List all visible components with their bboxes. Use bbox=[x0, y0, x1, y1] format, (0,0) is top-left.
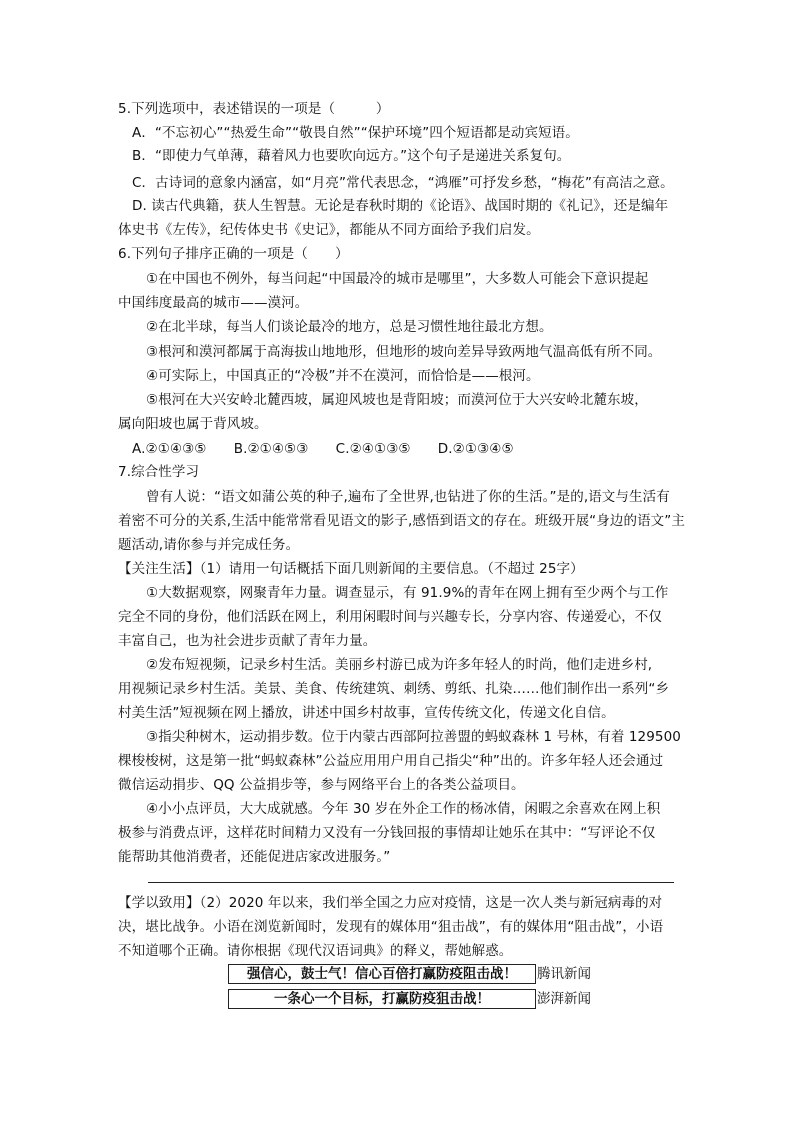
news-3-line1: ③指尖种树木，运动捐步数。位于内蒙古西部阿拉善盟的蚂蚁森林 1 号林，有着 129500 bbox=[146, 729, 681, 745]
news-1-line1: ①大数据观察，网聚青年力量。调查显示，有 91.9%的青年在网上拥有至少两个与工作 bbox=[146, 585, 669, 601]
headline-source-2: 澎湃新闻 bbox=[537, 991, 591, 1007]
q5-option-b: B．“即使力气单薄，藉着风力也要吹向远方。”这个句子是递进关系复句。 bbox=[132, 148, 571, 164]
q6-stem: 6.下列句子排序正确的一项是（ ） bbox=[118, 246, 349, 262]
q5-option-d-line1: D. 读古代典籍，获人生智慧。无论是春秋时期的《论语》、战国时期的《礼记》，还是编年 bbox=[132, 198, 669, 214]
q6-options: A.②①④③⑤ B.②①④⑤③ C.②④①③⑤ D.②①③④⑤ bbox=[132, 441, 514, 457]
news-2-line2: 用视频记录乡村生活。美景、美食、传统建筑、刺绣、剪纸、扎染……他们制作出一系列“乡 bbox=[118, 681, 670, 697]
headline-box-2: 一条心一个目标，打赢防疫狙击战！ bbox=[228, 989, 536, 1009]
q6-sentence-4: ④可实际上，中国真正的“冷极”并不在漠河，而恰恰是——根河。 bbox=[146, 368, 540, 384]
q5-option-c: C．古诗词的意象内涵富，如“月亮”常代表思念，“鸿雁”可抒发乡愁，“梅花”有高洁之意。 bbox=[132, 175, 674, 191]
news-4-line1: ④小小点评员，大大成就感。今年 30 岁在外企工作的杨冰倩，闲暇之余喜欢在网上积 bbox=[146, 801, 661, 817]
news-2-line3: 村美生活”短视频在网上播放，讲述中国乡村故事，宣传传统文化，传递文化自信。 bbox=[118, 705, 615, 721]
news-1-line2: 完全不同的身份，他们活跃在网上，利用闲暇时间与兴趣专长，分享内容、传递爱心，不仅 bbox=[118, 609, 662, 625]
news-3-line3: 微信运动捐步、QQ 公益捐步等，参与网络平台上的各类公益项目。 bbox=[118, 777, 525, 793]
news-1-line3: 丰富自己，也为社会进步贡献了青年力量。 bbox=[118, 633, 377, 649]
q7-task-1: 【关注生活】（1）请用一句话概括下面几则新闻的主要信息。（不超过 25字） bbox=[118, 561, 584, 577]
news-3-line2: 棵梭梭树，这是第一批“蚂蚁森林”公益应用用户用自己指尖“种”出的。许多年轻人还会通过 bbox=[118, 753, 664, 769]
answer-line bbox=[148, 882, 674, 883]
q7-stem: 7.综合性学习 bbox=[118, 464, 200, 480]
q7-task-2-line3: 不知道哪个正确。请你根据《现代汉语词典》的释义，帮她解惑。 bbox=[118, 943, 513, 959]
q6-sentence-5a: ⑤根河在大兴安岭北麓西坡，属迎风坡也是背阳坡；而漠河位于大兴安岭北麓东坡， bbox=[146, 392, 648, 408]
q7-task-2-line1: 【学以致用】（2）2020 年以来，我们举全国之力应对疫情，这是一次人类与新冠病毒的对 bbox=[118, 895, 663, 911]
q5-stem: 5.下列选项中，表述错误的一项是（ ） bbox=[118, 101, 390, 117]
q7-intro-1: 曾有人说：“语文如蒲公英的种子,遍布了全世界,也钻进了你的生活。”是的,语文与生活有 bbox=[146, 489, 670, 505]
q6-sentence-5b: 属向阳坡也属于背风坡。 bbox=[118, 416, 268, 432]
headline-source-1: 腾讯新闻 bbox=[537, 966, 591, 982]
q6-sentence-1b: 中国纬度最高的城市——漠河。 bbox=[118, 295, 309, 311]
news-2-line1: ②发布短视频，记录乡村生活。美丽乡村游已成为许多年轻人的时尚，他们走进乡村, bbox=[146, 657, 653, 673]
q5-option-a: A．“不忘初心”“热爱生命”“敬畏自然”“保护环境”四个短语都是动宾短语。 bbox=[132, 125, 579, 141]
headline-box-1: 强信心，鼓士气！信心百倍打赢防疫阻击战！ bbox=[228, 964, 536, 984]
q6-sentence-1a: ①在中国也不例外，每当问起“中国最冷的城市是哪里”，大多数人可能会下意识提起 bbox=[146, 271, 649, 287]
q5-option-d-line2: 体史书《左传》，纪传体史书《史记》，都能从不同方面给予我们启发。 bbox=[118, 222, 540, 238]
q6-sentence-2: ②在北半球，每当人们谈论最冷的地方，总是习惯性地往最北方想。 bbox=[146, 319, 553, 335]
news-4-line3: 能帮助其他消费者，还能促进店家改进服务。” bbox=[118, 849, 391, 865]
q7-intro-2: 着密不可分的关系,生活中能常常看见语文的影子,感悟到语文的存在。班级开展“身边的语文”主 bbox=[118, 513, 685, 529]
news-4-line2: 极参与消费点评，这样花时间精力又没有一分钱回报的事情却让她乐在其中：“写评论不仅 bbox=[118, 825, 656, 841]
q7-intro-3: 题活动,请你参与并完成任务。 bbox=[118, 537, 300, 553]
q6-sentence-3: ③根河和漠河都属于高海拔山地地形，但地形的坡向差异导致两地气温高低有所不同。 bbox=[146, 344, 662, 360]
q7-task-2-line2: 决，堪比战争。小语在浏览新闻时，发现有的媒体用“狙击战”，有的媒体用“阻击战”，小语 bbox=[118, 919, 664, 935]
